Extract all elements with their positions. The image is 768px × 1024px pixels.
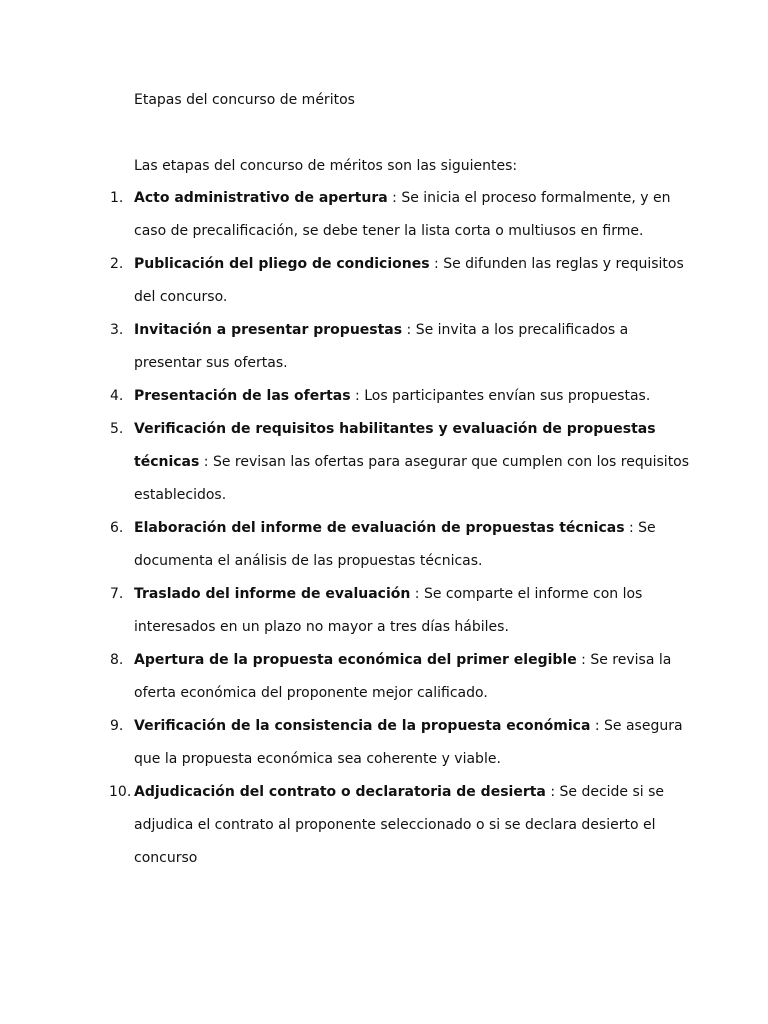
step-description: : Se invita a los precalificados a presentar sus ofertas. — [134, 322, 629, 371]
steps-list — [109, 182, 694, 875]
step-title: Publicación del pliego de condiciones — [134, 256, 430, 272]
step-number: 5. — [110, 421, 124, 437]
document-title: Etapas del concurso de méritos — [134, 92, 355, 108]
step-number: 4. — [110, 388, 124, 404]
step-number: 10. — [109, 784, 132, 800]
step-description: : Se revisan las ofertas para asegurar que cumplen con los requisitos establecidos. — [134, 454, 690, 503]
intro-paragraph: Las etapas del concurso de méritos son las siguientes: — [134, 158, 518, 174]
step-description: : Se asegura que la propuesta económica sea coherente y viable. — [134, 718, 683, 767]
list-item — [110, 182, 694, 248]
list-item — [110, 710, 694, 776]
step-title: Traslado del informe de evaluación — [134, 586, 411, 602]
list-item — [110, 248, 694, 314]
step-title: Adjudicación del contrato o declaratoria de desierta — [134, 784, 546, 800]
list-item — [110, 314, 694, 380]
step-number: 1. — [110, 190, 124, 206]
list-item — [110, 512, 694, 578]
step-title: Presentación de las ofertas — [134, 388, 351, 404]
step-description: : Se difunden las reglas y requisitos del concurso. — [134, 256, 684, 305]
step-description: : Se revisa la oferta económica del proponente mejor calificado. — [134, 652, 672, 701]
list-item — [110, 644, 694, 710]
list-item — [110, 380, 694, 413]
step-title: Verificación de requisitos habilitantes y evaluación de propuestas técnicas — [134, 421, 656, 470]
step-number: 8. — [110, 652, 124, 668]
step-description: : Se inicia el proceso formalmente, y en caso de precalificación, se debe tener la lista corta o multiusos en firme. — [134, 190, 671, 239]
step-title: Elaboración del informe de evaluación de propuestas técnicas — [134, 520, 625, 536]
step-number: 7. — [110, 586, 124, 602]
step-description: : Se comparte el informe con los interesados en un plazo no mayor a tres días hábiles. — [134, 586, 643, 635]
list-item — [110, 578, 694, 644]
step-description: : Se documenta el análisis de las propuestas técnicas. — [134, 520, 656, 569]
step-description: : Los participantes envían sus propuestas. — [350, 388, 651, 404]
step-number: 6. — [110, 520, 124, 536]
step-description: : Se decide si se adjudica el contrato al proponente seleccionado o si se declara desierto el concurso — [134, 784, 665, 866]
step-title: Acto administrativo de apertura — [134, 190, 388, 206]
step-number: 3. — [110, 322, 124, 338]
step-title: Apertura de la propuesta económica del primer elegible — [134, 652, 577, 668]
list-item — [110, 413, 694, 512]
step-number: 2. — [110, 256, 124, 272]
step-number: 9. — [110, 718, 124, 734]
step-title: Verificación de la consistencia de la propuesta económica — [134, 718, 591, 734]
step-title: Invitación a presentar propuestas — [134, 322, 403, 338]
list-item — [109, 776, 694, 875]
